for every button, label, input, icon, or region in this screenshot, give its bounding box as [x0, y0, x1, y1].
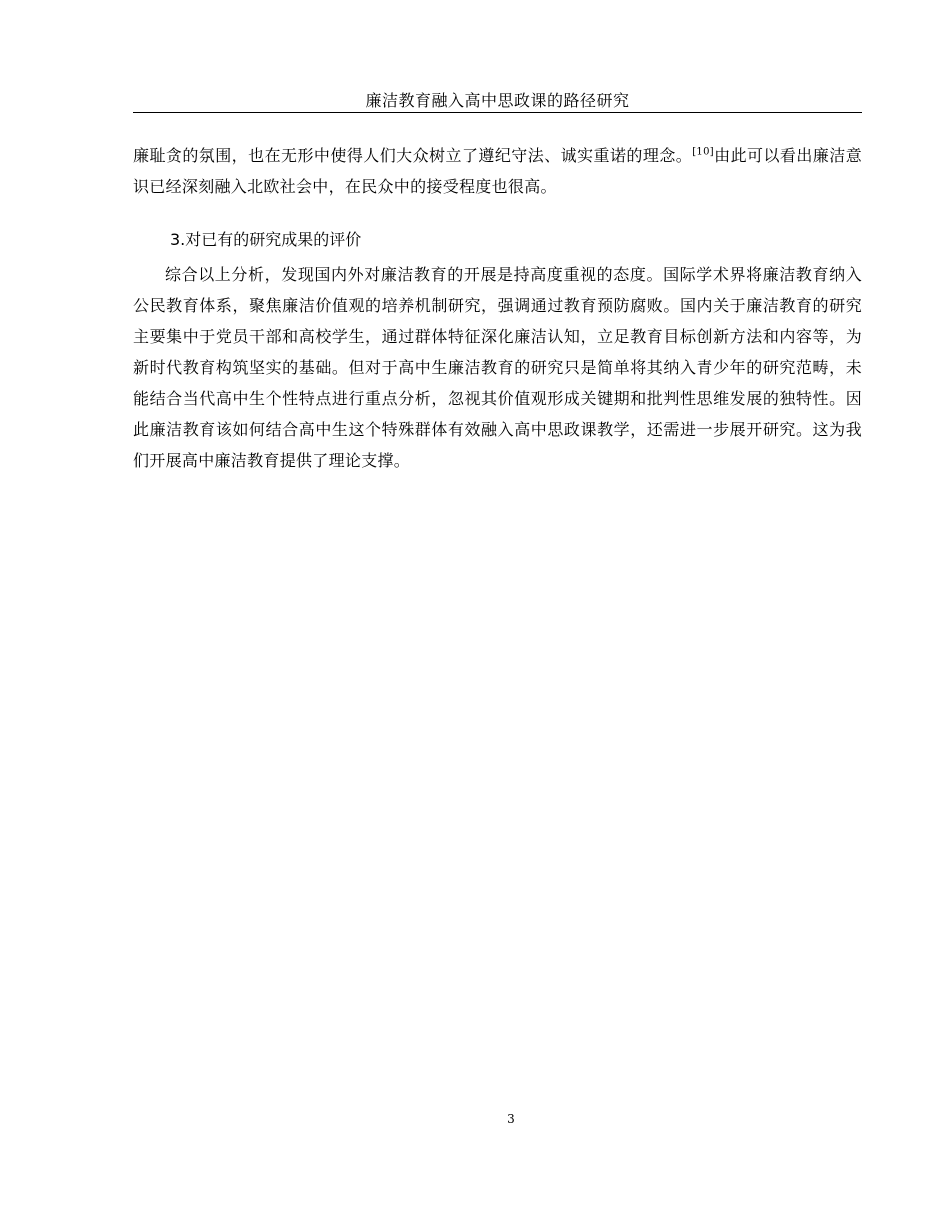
section-heading: 3.对已有的研究成果的评价 [170, 230, 362, 249]
paragraph-continuation-text: 廉耻贪的氛围，也在无形中使得人们大众树立了遵纪守法、诚实重诺的理念。 [133, 146, 693, 165]
page-number: 3 [507, 1112, 515, 1126]
header-divider [133, 112, 862, 113]
paragraph-continuation [133, 140, 862, 202]
running-header-title: 廉洁教育融入高中思政课的路径研究 [365, 91, 630, 110]
paragraph-evaluation: 综合以上分析，发现国内外对廉洁教育的开展是持高度重视的态度。国际学术界将廉洁教育纳入公民教育体系，聚焦廉洁价值观的培养机制研究，强调通过教育预防腐败。国内关于廉洁教育的研究主要集中于党员干部和高校学生，通过群体特征深化廉洁认知，立足教育目标创新方法和内容等，为新时代教育构筑坚实的基础。但对于高中生廉洁教育的研究只是简单将其纳入青少年的研究范畴，未能结合当代高中生个性特点进行重点分析，忽视其价值观形成关键期和批判性思维发展的独特性。因此廉洁教育该如何结合高中生这个特殊群体有效融入高中思政课教学，还需进一步展开研究。这为我们开展高中廉洁教育提供了理论支撑。 [133, 265, 862, 470]
paragraph-continuation-tail: 由此可以看出廉洁意识已经深刻融入北欧社会中，在民众中的接受程度也很高。 [133, 146, 863, 196]
citation-reference: [10] [692, 146, 714, 158]
